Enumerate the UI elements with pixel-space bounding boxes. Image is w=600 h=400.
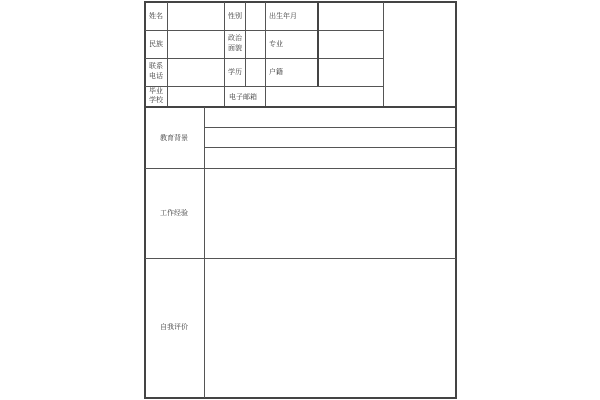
education-background-row-2[interactable] xyxy=(206,128,454,146)
name-field[interactable] xyxy=(168,3,223,29)
photo-area-left xyxy=(383,2,384,106)
section-work-experience: 工作经验 xyxy=(160,209,188,217)
label-major: 专业 xyxy=(269,40,283,48)
label-hukou: 户籍 xyxy=(269,68,283,76)
section-divider-vertical xyxy=(204,107,205,398)
ethnicity-field[interactable] xyxy=(168,31,223,57)
gender-field[interactable] xyxy=(246,3,264,29)
form-border-bottom xyxy=(144,397,456,399)
work-experience-field[interactable] xyxy=(206,169,454,257)
grid-line xyxy=(224,2,225,106)
label-ethnicity: 民族 xyxy=(149,40,163,48)
label-gender: 性别 xyxy=(228,12,242,20)
label-school-1: 毕业 xyxy=(149,87,163,95)
section-self-evaluation: 自我评价 xyxy=(160,323,188,331)
education-level-field[interactable] xyxy=(246,59,264,85)
education-background-row-1[interactable] xyxy=(206,108,454,126)
major-field[interactable] xyxy=(319,31,382,57)
label-contact-2: 电话 xyxy=(149,72,163,80)
label-email: 电子邮箱 xyxy=(229,93,257,101)
label-political-status-2: 面貌 xyxy=(228,44,242,52)
photo-area[interactable] xyxy=(385,3,454,105)
form-border-right xyxy=(455,1,457,399)
contact-field[interactable] xyxy=(168,59,223,85)
birth-date-field[interactable] xyxy=(319,3,382,29)
political-status-field[interactable] xyxy=(246,31,264,57)
label-contact-1: 联系 xyxy=(149,62,163,70)
school-field[interactable] xyxy=(168,87,223,105)
label-political-status-1: 政治 xyxy=(228,34,242,42)
form-border-left xyxy=(144,1,146,399)
section-education-background: 教育背景 xyxy=(160,134,188,142)
label-school-2: 学校 xyxy=(149,96,163,104)
education-background-row-3[interactable] xyxy=(206,148,454,167)
label-education-level: 学历 xyxy=(228,68,242,76)
label-birth-date: 出生年月 xyxy=(269,12,297,20)
self-evaluation-field[interactable] xyxy=(206,259,454,396)
email-field[interactable] xyxy=(266,87,382,105)
hukou-field[interactable] xyxy=(319,59,382,85)
label-name: 姓名 xyxy=(149,12,163,20)
